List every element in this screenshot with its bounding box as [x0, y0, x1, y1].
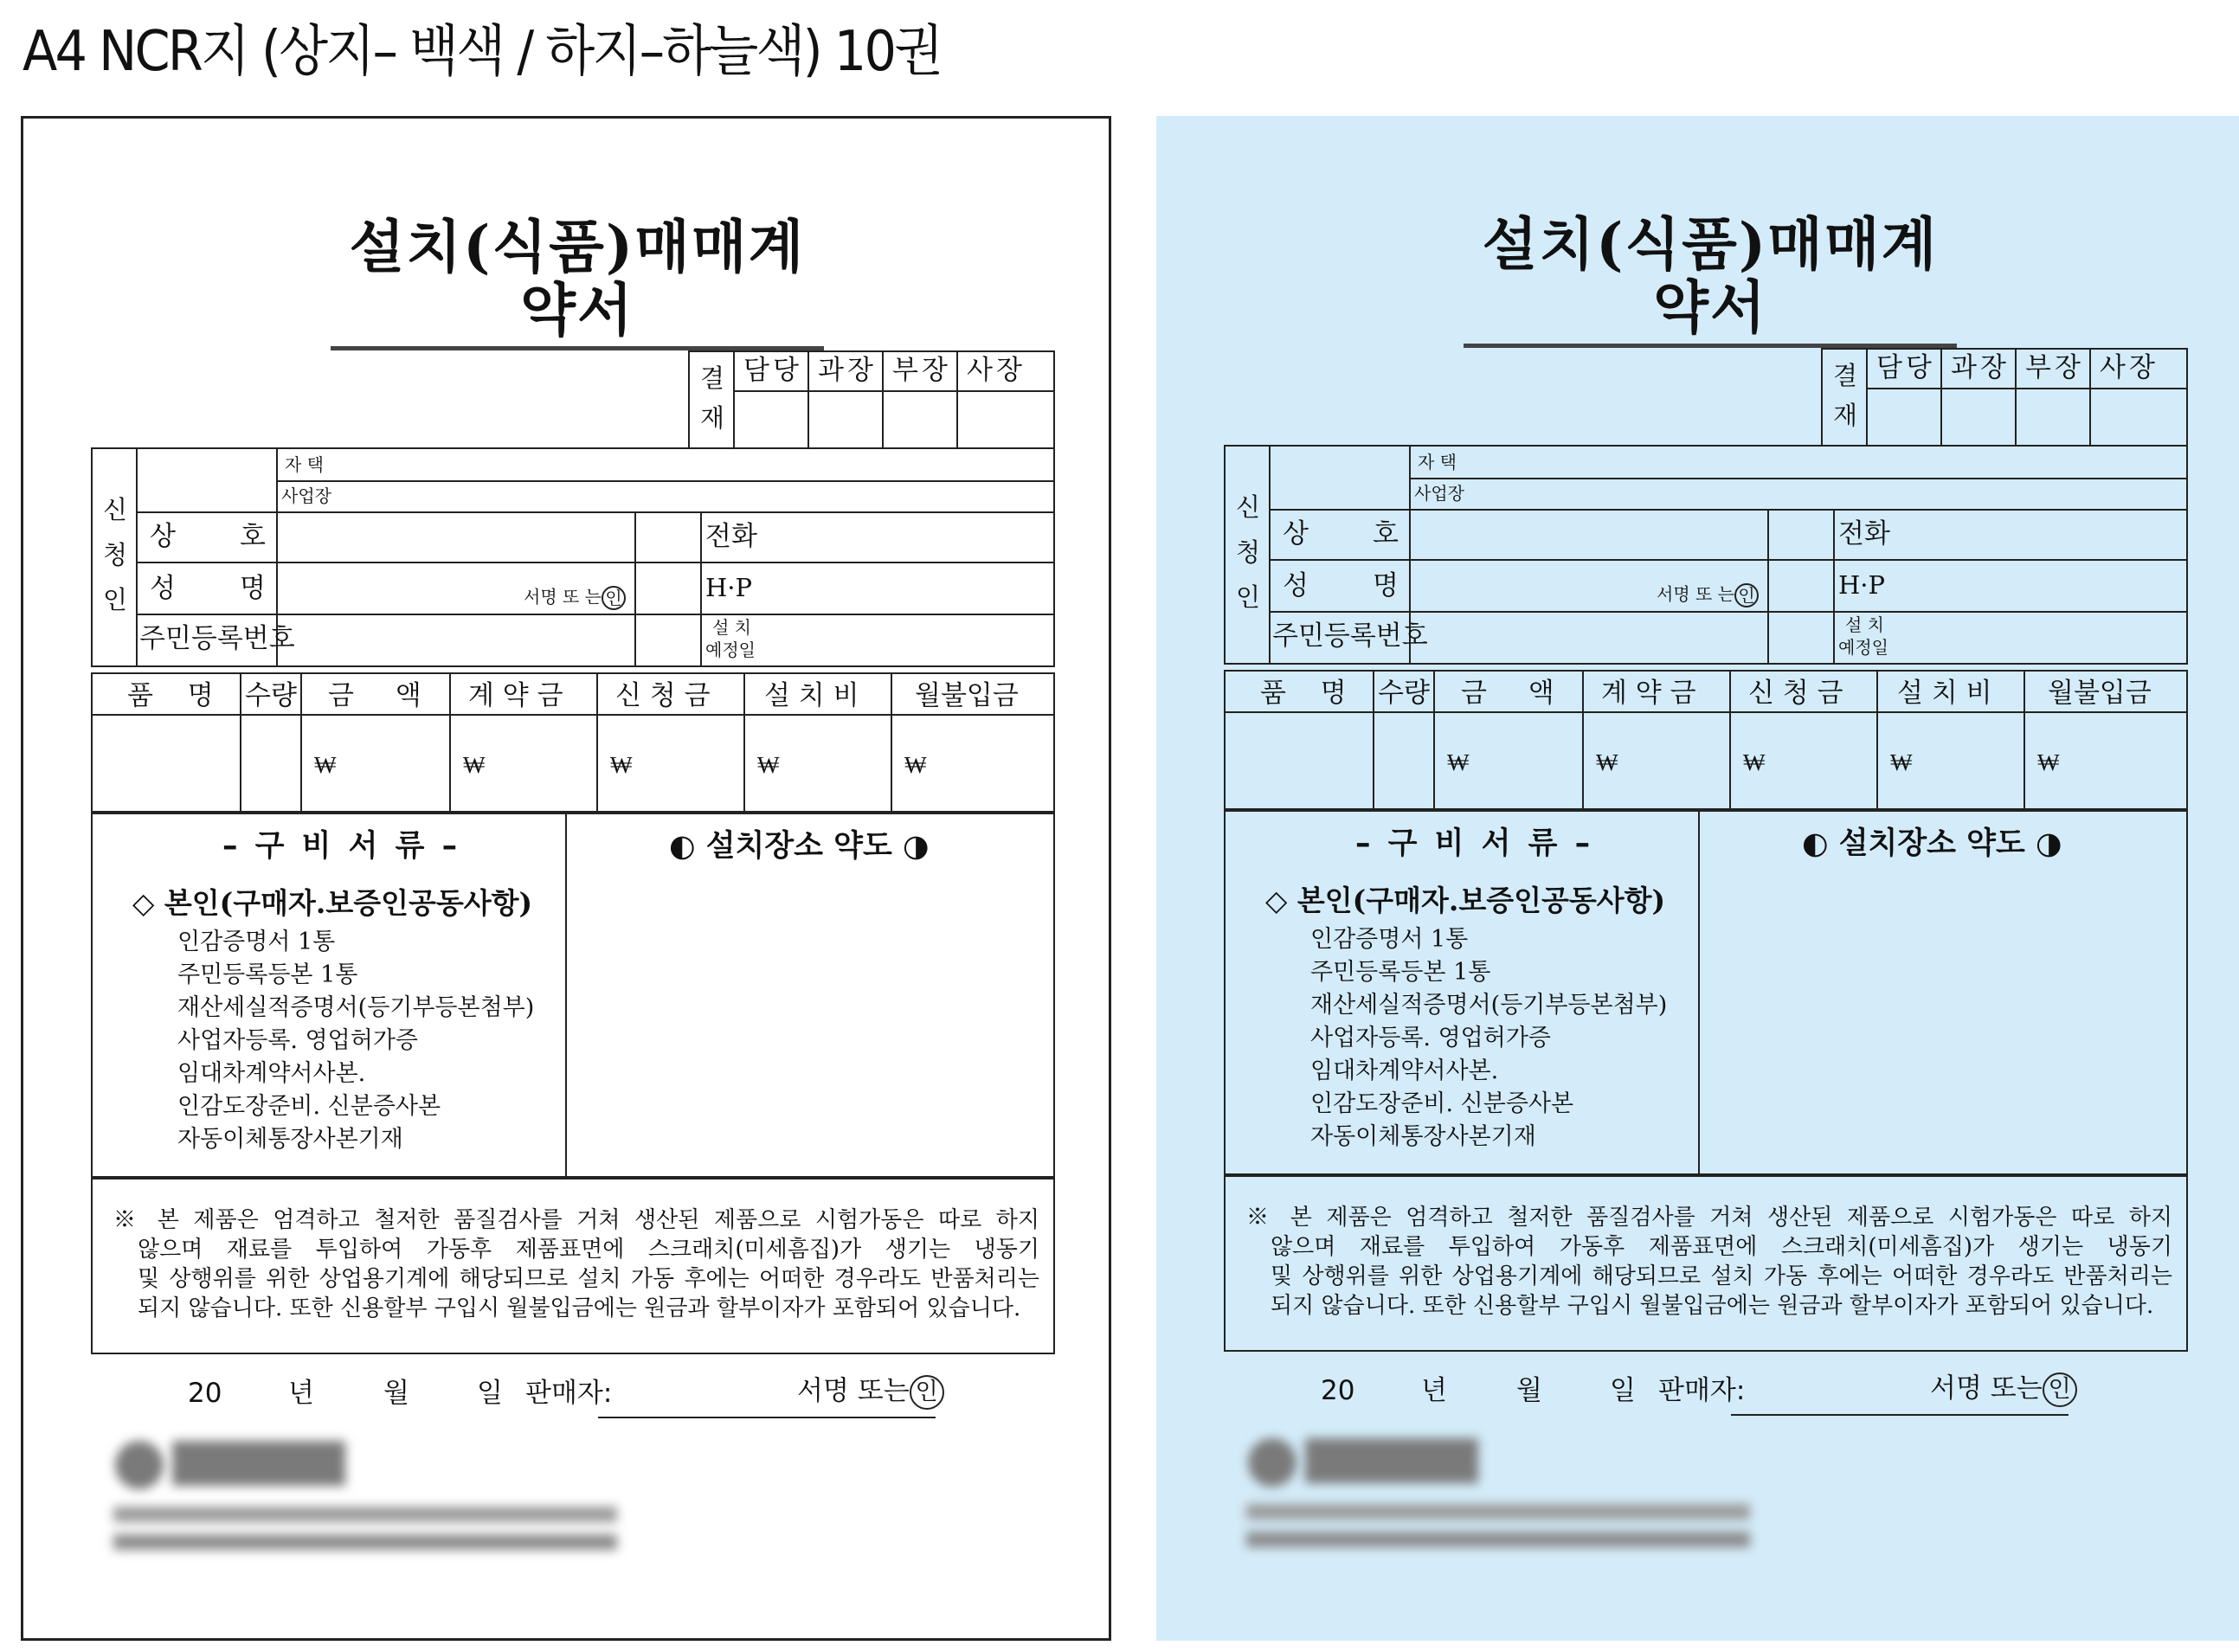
application-fee-field[interactable] — [600, 717, 742, 809]
contract-header: 설 치 비 — [1897, 678, 1992, 709]
currency-symbol: ₩ — [1890, 749, 1913, 776]
deposit-field[interactable] — [453, 717, 595, 809]
seller-field[interactable] — [602, 1373, 818, 1415]
document-item: 인감도장준비. 신분증사본 — [177, 1093, 441, 1120]
phone-field[interactable] — [1837, 512, 2183, 557]
notice-box — [1224, 1175, 2188, 1352]
company-label: 상 — [150, 521, 176, 552]
applicant-side-label: 인 — [1236, 582, 1261, 612]
company-label: 호 — [240, 521, 266, 552]
business-address-field[interactable] — [1412, 479, 2183, 507]
home-address-field[interactable] — [280, 451, 1050, 479]
home-label: 자 택 — [1418, 452, 1457, 472]
document-item: 임대차계약서사본. — [1310, 1057, 1499, 1084]
approval-role: 부장 — [2025, 352, 2084, 383]
currency-symbol: ₩ — [904, 752, 927, 779]
quantity-field[interactable] — [243, 717, 299, 809]
name-label: 성 — [1283, 570, 1309, 601]
contract-header: 설 치 비 — [764, 680, 859, 711]
item-name-field[interactable] — [1229, 715, 1371, 807]
signature-row — [1156, 1364, 2239, 1416]
sig-month-unit: 월 — [383, 1378, 409, 1409]
resident-no-field[interactable] — [280, 617, 631, 662]
sig-day-unit: 일 — [1610, 1375, 1636, 1406]
contract-header: 월불입금 — [2048, 678, 2152, 709]
currency-symbol: ₩ — [463, 752, 486, 779]
monthly-payment-field[interactable] — [2027, 715, 2183, 807]
document-item: 자동이체통장사본기재 — [177, 1126, 403, 1153]
amount-field[interactable] — [304, 717, 447, 809]
notice-line: ※ 본 제품은 엄격하고 철저한 품질검사를 거쳐 생산된 제품으로 시험가동은 따로 하지 — [1246, 1205, 2172, 1231]
sig-year: 20 — [188, 1378, 222, 1409]
phone-label: 전화 — [705, 521, 757, 552]
resident-no-field[interactable] — [1412, 614, 1764, 659]
phone-label: 전화 — [1838, 518, 1890, 550]
map-title: ◐ 설치장소 약도 ◑ — [1802, 826, 2062, 861]
documents-box — [91, 813, 1055, 1178]
seller-sign — [1930, 1372, 2077, 1407]
sign-or-seal-text: 서명 또 는 — [524, 586, 602, 607]
seller-signature-line — [598, 1417, 936, 1418]
top-sheet-white — [21, 116, 1111, 1641]
contract-header: 품 명 — [1260, 678, 1347, 709]
hp-label: H·P — [1838, 570, 1886, 600]
applicant-side-label: 청 — [1236, 537, 1261, 567]
install-fee-field[interactable] — [747, 717, 889, 809]
install-fee-field[interactable] — [1880, 715, 2022, 807]
notice-text — [1246, 1203, 2172, 1321]
notice-line: 및 상행위를 위한 상업용기계에 해당되므로 설치 가동 후에는 어떠한 경우라도 반품처리는 — [1271, 1263, 2172, 1289]
contract-box — [1224, 670, 2188, 810]
sig-year-unit: 년 — [288, 1378, 314, 1409]
approval-box — [1821, 348, 2188, 447]
document-item: 임대차계약서사본. — [177, 1060, 366, 1087]
applicant-side-label: 인 — [103, 585, 128, 614]
notice-text — [113, 1205, 1039, 1323]
resident-no-label: 주민등록번호 — [1272, 620, 1428, 652]
home-address-field[interactable] — [1412, 448, 2183, 476]
notice-line: 않으며 재료를 투입하여 가동후 제품표면에 스크래치(미세흠집)가 생기는 냉동기 — [138, 1237, 1039, 1263]
business-label: 사업장 — [281, 485, 331, 506]
approval-role: 부장 — [892, 355, 951, 386]
company-label: 호 — [1373, 518, 1399, 550]
business-label: 사업장 — [1414, 483, 1464, 504]
contract-header: 신 청 금 — [615, 680, 711, 711]
approval-label-top: 결 — [700, 363, 725, 393]
sig-day-unit: 일 — [477, 1378, 503, 1409]
name-label: 명 — [1373, 570, 1399, 601]
notice-line: ※ 본 제품은 엄격하고 철저한 품질검사를 거쳐 생산된 제품으로 시험가동은 따로 하지 — [113, 1207, 1039, 1233]
page-heading: A4 NCR지 (상지– 백색 / 하지–하늘색) 10권 — [23, 20, 942, 84]
seller-label: 판매자: — [525, 1378, 613, 1409]
monthly-payment-field[interactable] — [894, 717, 1050, 809]
documents-title: – 구 비 서 류 – — [222, 829, 461, 864]
contract-box — [91, 672, 1055, 813]
hp-field[interactable] — [1837, 562, 2183, 609]
currency-symbol: ₩ — [1743, 749, 1766, 776]
documents-subtitle: ◇ 본인(구매자.보증인공동사항) — [132, 886, 533, 920]
application-fee-field[interactable] — [1733, 715, 1875, 807]
seller-signature-line — [1731, 1414, 2069, 1416]
approval-role: 과장 — [818, 355, 877, 386]
quantity-field[interactable] — [1376, 715, 1432, 807]
business-address-field[interactable] — [280, 482, 1050, 510]
contract-header: 신 청 금 — [1748, 678, 1843, 709]
resident-no-label: 주민등록번호 — [139, 623, 295, 654]
contract-header: 월불입금 — [915, 680, 1019, 711]
sig-year-unit: 년 — [1421, 1375, 1447, 1406]
name-field[interactable] — [1412, 562, 1646, 609]
deposit-field[interactable] — [1586, 715, 1728, 807]
seal-mark: 인 — [910, 1375, 944, 1410]
sign-or-seal-text: 서명 또 는 — [1657, 583, 1734, 605]
contract-header: 계 약 금 — [1601, 678, 1696, 709]
document-item: 주민등록등본 1통 — [1310, 959, 1491, 986]
name-sign-note — [524, 586, 626, 610]
sig-year: 20 — [1321, 1375, 1355, 1406]
contract-header: 금 액 — [1461, 678, 1554, 709]
sign-or-seal-text: 서명 또는 — [797, 1375, 910, 1407]
approval-role: 사장 — [2100, 352, 2159, 383]
company-field[interactable] — [1412, 512, 1764, 557]
name-label: 성 — [150, 573, 176, 604]
approval-role: 사장 — [967, 355, 1026, 386]
approval-role: 담당 — [1876, 352, 1935, 383]
home-label: 자 택 — [285, 454, 324, 475]
approval-label-bottom: 재 — [1833, 401, 1858, 430]
notice-line: 및 상행위를 위한 상업용기계에 해당되므로 설치 가동 후에는 어떠한 경우라도 반품처리는 — [138, 1266, 1039, 1292]
applicant-box — [1224, 445, 2188, 665]
company-label: 상 — [1283, 518, 1309, 550]
form-title: 설치(식품)매매계약서 — [1464, 213, 1957, 348]
item-name-field[interactable] — [96, 717, 238, 809]
seller-field[interactable] — [1734, 1371, 1951, 1412]
applicant-side-label: 청 — [103, 540, 128, 569]
install-date-field[interactable] — [1837, 614, 2183, 659]
name-sign-note — [1657, 583, 1759, 607]
install-date-label: 예정일 — [1838, 637, 1888, 658]
document-item: 사업자등록. 영업허가증 — [177, 1027, 418, 1054]
seal-mark: 인 — [602, 586, 626, 610]
currency-symbol: ₩ — [314, 752, 337, 779]
map-drawing-area[interactable] — [570, 875, 1052, 1173]
document-item: 사업자등록. 영업허가증 — [1310, 1025, 1551, 1051]
contract-header: 수량 — [245, 680, 297, 711]
document-item: 재산세실적증명서(등기부등본첨부) — [1310, 992, 1668, 1019]
documents-title: – 구 비 서 류 – — [1355, 826, 1594, 861]
approval-label-bottom: 재 — [700, 403, 725, 433]
contract-header: 계 약 금 — [468, 680, 563, 711]
document-item: 자동이체통장사본기재 — [1310, 1123, 1536, 1150]
currency-symbol: ₩ — [1596, 749, 1618, 776]
document-item: 재산세실적증명서(등기부등본첨부) — [177, 994, 535, 1021]
install-date-label: 설 치 — [1845, 614, 1884, 635]
sig-month-unit: 월 — [1516, 1375, 1542, 1406]
hp-label: H·P — [705, 573, 753, 602]
seller-label: 판매자: — [1658, 1375, 1746, 1406]
contract-header: 품 명 — [127, 680, 214, 711]
currency-symbol: ₩ — [757, 752, 780, 779]
document-item: 인감증명서 1통 — [1310, 926, 1469, 953]
map-drawing-area[interactable] — [1703, 872, 2184, 1170]
currency-symbol: ₩ — [1447, 749, 1470, 776]
document-item: 주민등록등본 1통 — [177, 961, 358, 988]
company-field[interactable] — [280, 515, 631, 560]
map-title: ◐ 설치장소 약도 ◑ — [669, 829, 930, 864]
applicant-side-label: 신 — [103, 495, 128, 524]
name-field[interactable] — [280, 565, 513, 612]
seal-mark: 인 — [2043, 1372, 2077, 1407]
notice-line: 되지 않습니다. 또한 신용할부 구입시 월불입금에는 원금과 할부이자가 포함되어 있습니다. — [138, 1295, 1021, 1321]
approval-role: 담당 — [743, 355, 802, 386]
contract-header: 수량 — [1378, 678, 1430, 709]
name-label: 명 — [240, 573, 266, 604]
document-item: 인감도장준비. 신분증사본 — [1310, 1090, 1574, 1117]
notice-line: 않으며 재료를 투입하여 가동후 제품표면에 스크래치(미세흠집)가 생기는 냉동기 — [1271, 1234, 2172, 1260]
seal-mark: 인 — [1734, 583, 1759, 607]
currency-symbol: ₩ — [610, 752, 633, 779]
documents-box — [1224, 810, 2188, 1175]
sign-or-seal-text: 서명 또는 — [1930, 1372, 2043, 1405]
notice-line: 되지 않습니다. 또한 신용할부 구입시 월불입금에는 원금과 할부이자가 포함되어 있습니다. — [1271, 1293, 2154, 1319]
approval-label-top: 결 — [1833, 361, 1858, 390]
install-date-field[interactable] — [704, 617, 1050, 662]
seller-sign — [797, 1375, 944, 1410]
documents-subtitle: ◇ 본인(구매자.보증인공동사항) — [1265, 884, 1666, 917]
signature-row — [23, 1366, 1114, 1418]
notice-box — [91, 1178, 1055, 1354]
amount-field[interactable] — [1437, 715, 1580, 807]
phone-field[interactable] — [704, 515, 1050, 560]
install-date-label: 예정일 — [705, 640, 756, 660]
bottom-sheet-sky-blue — [1156, 116, 2239, 1641]
install-date-label: 설 치 — [712, 617, 751, 638]
hp-field[interactable] — [704, 565, 1050, 612]
applicant-side-label: 신 — [1236, 492, 1261, 522]
document-item: 인감증명서 1통 — [177, 929, 336, 955]
contract-header: 금 액 — [328, 680, 421, 711]
approval-role: 과장 — [1951, 352, 2010, 383]
approval-box — [688, 350, 1055, 449]
currency-symbol: ₩ — [2037, 749, 2060, 776]
applicant-box — [91, 447, 1055, 667]
form-title: 설치(식품)매매계약서 — [331, 215, 824, 350]
